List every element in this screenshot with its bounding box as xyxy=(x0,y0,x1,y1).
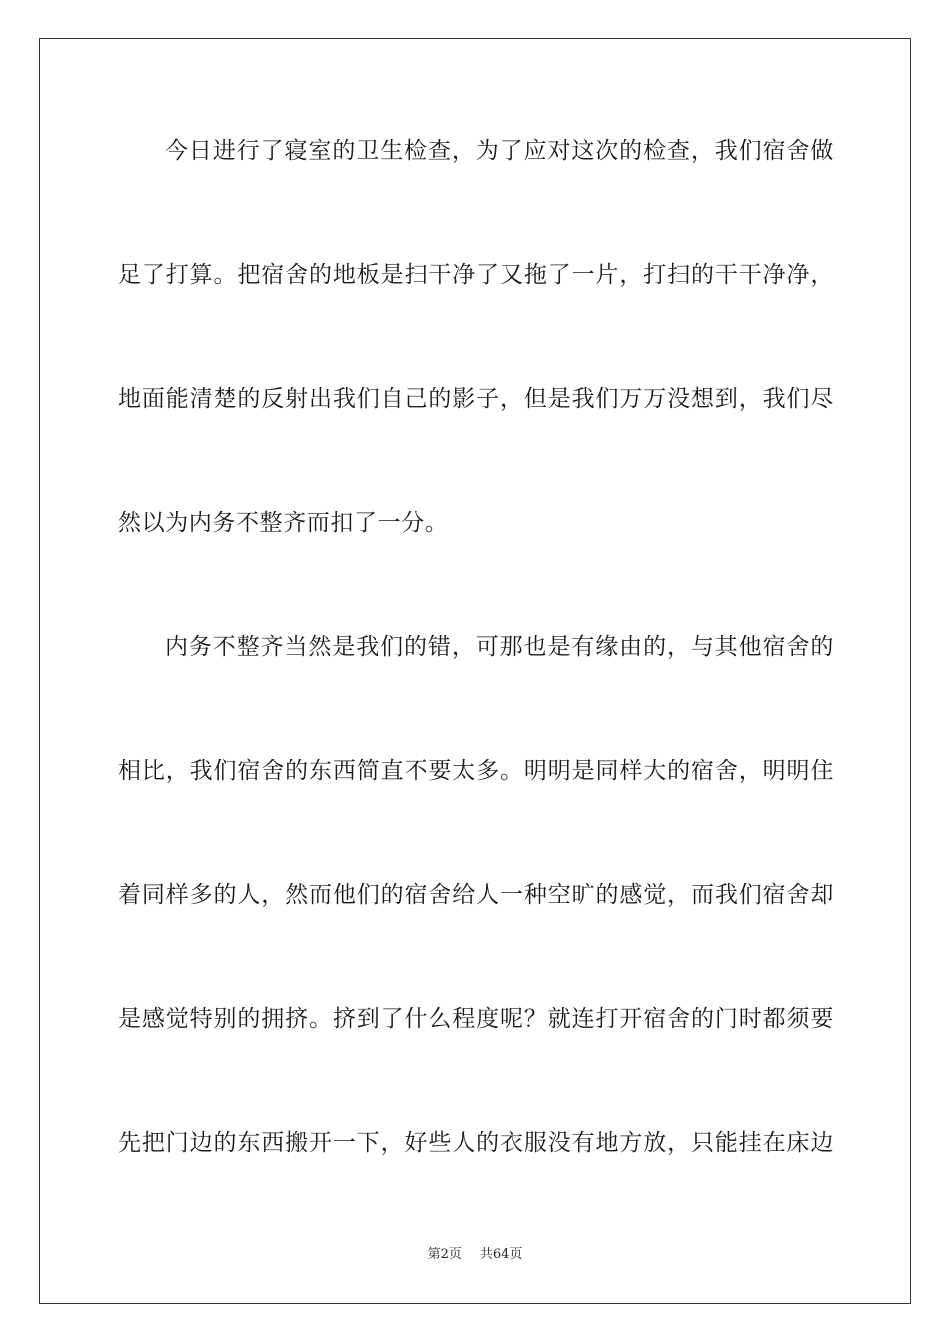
paragraph-1-line-2: 足了打算。把宿舍的地板是扫干净了又拖了一片，打扫的干干净净， xyxy=(118,262,834,288)
paragraph-1-line-4: 然以为内务不整齐而扣了一分。 xyxy=(118,510,449,536)
page-border xyxy=(39,38,911,1304)
paragraph-1-line-3: 地面能清楚的反射出我们自己的影子，但是我们万万没想到，我们尽 xyxy=(118,386,834,412)
paragraph-2-line-3: 着同样多的人，然而他们的宿舍给人一种空旷的感觉，而我们宿舍却 xyxy=(118,882,834,908)
paragraph-2-line-1: 内务不整齐当然是我们的错，可那也是有缘由的，与其他宿舍的 xyxy=(165,634,834,660)
paragraph-1-line-1: 今日进行了寝室的卫生检查，为了应对这次的检查，我们宿舍做 xyxy=(165,138,834,164)
paragraph-2-line-4: 是感觉特别的拥挤。挤到了什么程度呢？就连打开宿舍的门时都须要 xyxy=(118,1006,834,1032)
page-number: 第2页 xyxy=(427,1247,462,1262)
paragraph-2-line-2: 相比，我们宿舍的东西简直不要太多。明明是同样大的宿舍，明明住 xyxy=(118,758,834,784)
page-footer xyxy=(0,1247,950,1263)
paragraph-2-line-5: 先把门边的东西搬开一下，好些人的衣服没有地方放，只能挂在床边 xyxy=(118,1130,834,1156)
page-total: 共64页 xyxy=(479,1247,523,1262)
